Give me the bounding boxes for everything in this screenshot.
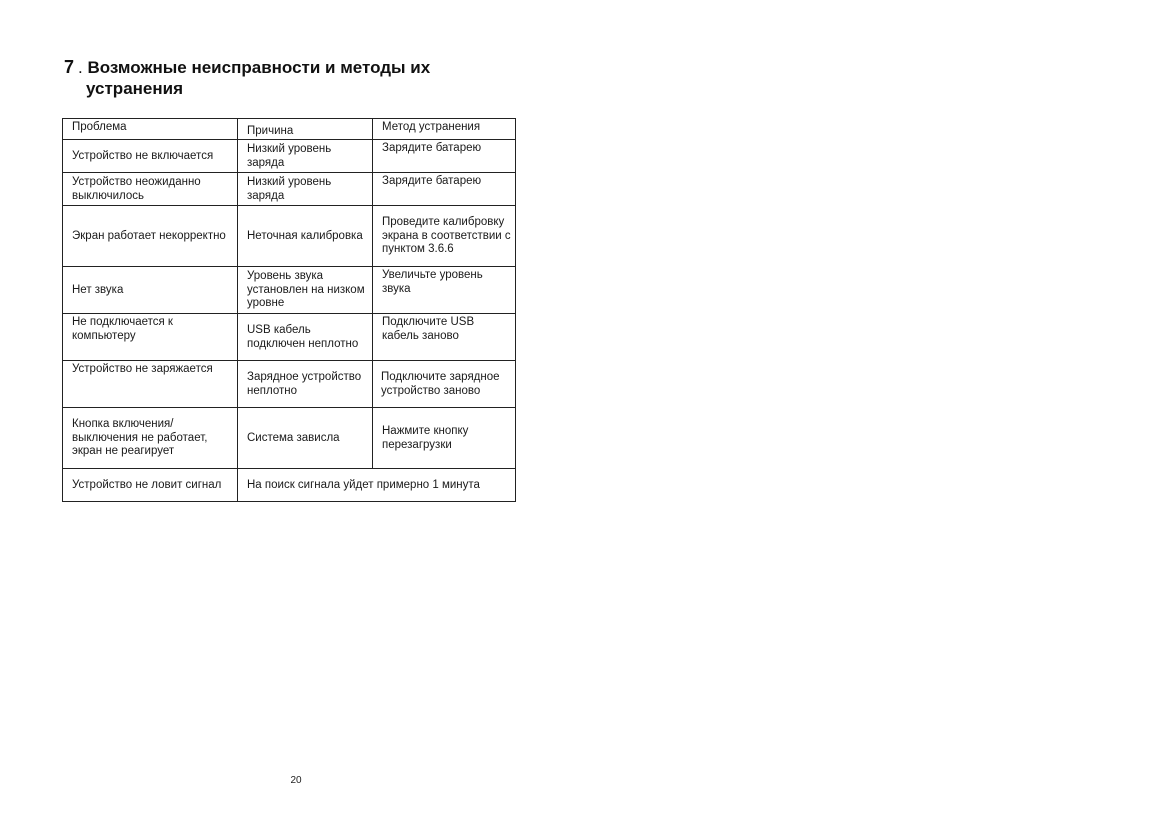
cause-cell: Зарядное устройство неплотно: [238, 361, 373, 408]
cause-cell: USB кабель подключен неплотно: [238, 314, 373, 361]
troubleshooting-table: [62, 118, 516, 502]
problem-cell: Нет звука: [63, 267, 238, 314]
cause-cell: Уровень звука установлен на низком уровне: [238, 267, 373, 314]
solution-cell: Подключите зарядное устройство заново: [373, 361, 516, 408]
problem-cell: Устройство неожиданно выключилось: [63, 173, 238, 206]
section-number-dot: .: [78, 58, 83, 77]
header-problem: Проблема: [63, 119, 238, 140]
table-row: [63, 361, 516, 408]
cause-cell: Низкий уровень заряда: [238, 173, 373, 206]
table-row: [63, 408, 516, 469]
problem-cell: Экран работает некорректно: [63, 206, 238, 267]
heading-line-2: [64, 78, 534, 99]
heading-line-1: [64, 57, 534, 78]
table-row: [63, 469, 516, 502]
merged-note-cell: На поиск сигнала уйдет примерно 1 минута: [238, 469, 516, 502]
cause-cell: Низкий уровень заряда: [238, 140, 373, 173]
table-row: [63, 173, 516, 206]
problem-cell: Устройство не включается: [63, 140, 238, 173]
cause-cell: Неточная калибровка: [238, 206, 373, 267]
solution-cell: Нажмите кнопку перезагрузки: [373, 408, 516, 469]
solution-cell: Зарядите батарею: [373, 140, 516, 173]
table-row: [63, 314, 516, 361]
table-row: [63, 206, 516, 267]
section-number: 7: [64, 57, 75, 77]
table-header-row: [63, 119, 516, 140]
solution-cell: Увеличьте уровень звука: [373, 267, 516, 314]
solution-cell: Зарядите батарею: [373, 173, 516, 206]
problem-cell: Устройство не ловит сигнал: [63, 469, 238, 502]
solution-cell: Проведите калибровку экрана в соответствии с пунктом 3.6.6: [373, 206, 516, 267]
table-row: [63, 267, 516, 314]
table-row: [63, 140, 516, 173]
cause-cell: Система зависла: [238, 408, 373, 469]
problem-cell: Кнопка включения/выключения не работает, экран не реагирует: [63, 408, 238, 469]
problem-cell: Устройство не заряжается: [63, 361, 238, 408]
section-heading: [64, 57, 534, 99]
section-title-line-1: Возможные неисправности и методы их: [87, 58, 431, 77]
section-title-line-2: устранения: [86, 79, 184, 98]
problem-cell: Не подключается к компьютеру: [63, 314, 238, 361]
header-solution: Метод устранения: [373, 119, 516, 140]
page-number: 20: [290, 775, 302, 786]
header-cause: Причина: [238, 119, 373, 140]
solution-cell: Подключите USB кабель заново: [373, 314, 516, 361]
